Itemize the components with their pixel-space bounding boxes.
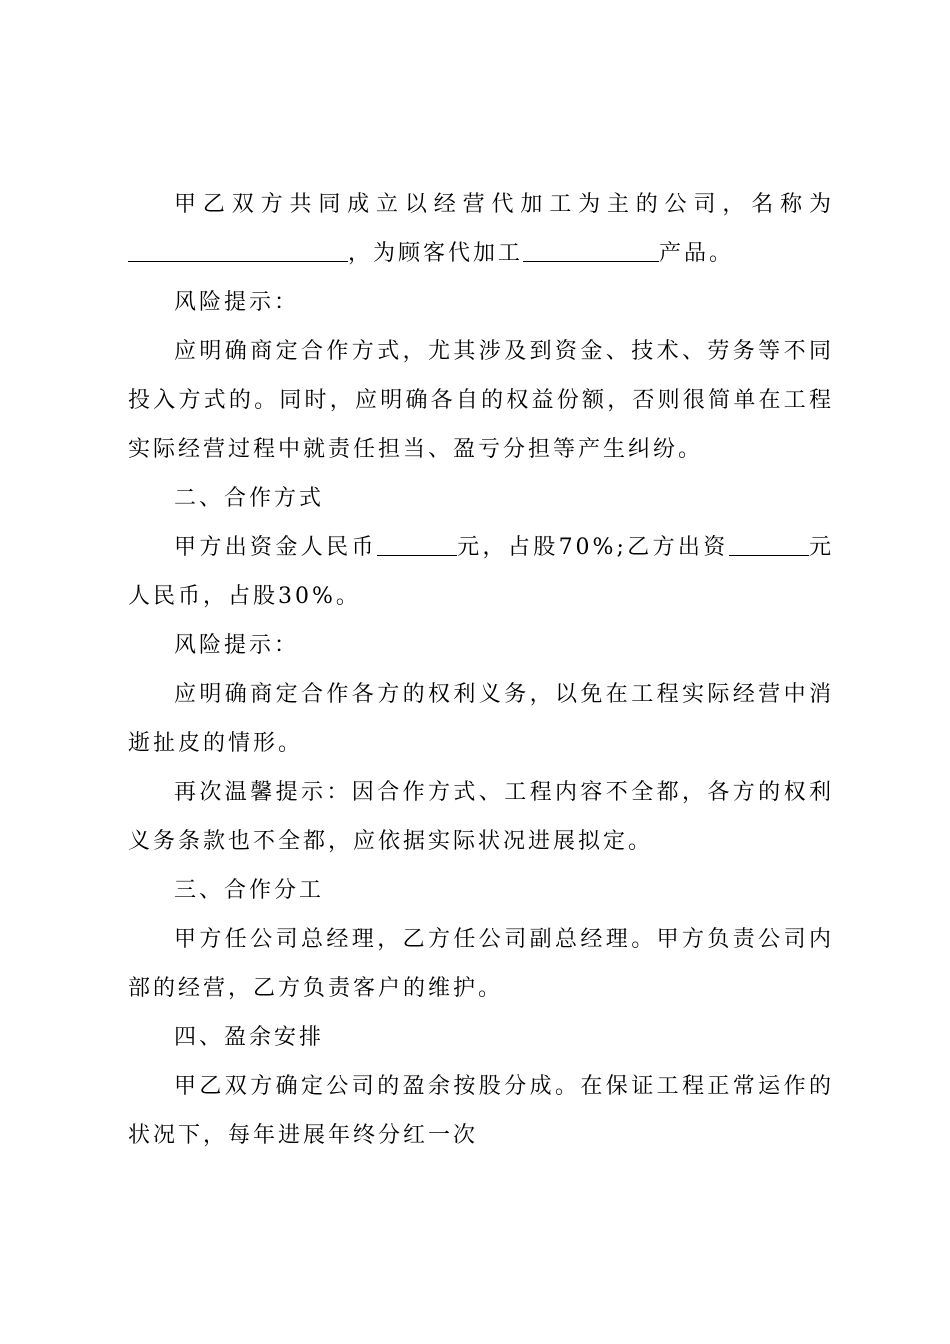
- section-heading-division-of-work: 三、合作分工: [174, 878, 325, 903]
- paragraph-text: 元，占股70%;乙方出资: [456, 535, 729, 560]
- blank-company-name-line-1[interactable]: [128, 239, 268, 262]
- blank-product-name[interactable]: [523, 239, 659, 262]
- paragraph-text: 元人民币，占股30%。: [128, 535, 834, 609]
- section-heading-cooperation-method: 二、合作方式: [174, 486, 325, 511]
- blank-party-b-amount[interactable]: [729, 533, 809, 556]
- paragraph-company-name: [128, 180, 834, 278]
- paragraph-investment: [128, 523, 834, 621]
- risk-notice-heading: 风险提示：: [174, 290, 300, 315]
- paragraph-text: ，为顾客代加工: [348, 241, 524, 266]
- blank-company-name-line-2[interactable]: [268, 239, 348, 262]
- paragraph-reminder: 再次温馨提示：因合作方式、工程内容不全都，各方的权利义务条款也不全都，应依据实际状况进展拟定。: [128, 780, 834, 854]
- paragraph-roles: 甲方任公司总经理，乙方任公司副总经理。甲方负责公司内部的经营，乙方负责客户的维护。: [128, 927, 834, 1001]
- document-body: [128, 180, 834, 1160]
- section-heading-profit-arrangement: 四、盈余安排: [174, 1025, 325, 1050]
- paragraph-rights-obligations: 应明确商定合作各方的权利义务，以免在工程实际经营中消逝扯皮的情形。: [128, 682, 834, 756]
- paragraph-text: 甲乙双方共同成立以经营代加工为主的公司，名称为: [174, 192, 834, 217]
- paragraph-text: 甲方出资金人民币: [174, 535, 377, 560]
- paragraph-risk-cooperation: 应明确商定合作方式，尤其涉及到资金、技术、劳务等不同投入方式的。同时，应明确各自的权益份额，否则很简单在工程实际经营过程中就责任担当、盈亏分担等产生纠纷。: [128, 339, 834, 462]
- paragraph-text: 产品。: [659, 241, 735, 266]
- paragraph-profit-sharing: 甲乙双方确定公司的盈余按股分成。在保证工程正常运作的状况下，每年进展年终分红一次: [128, 1074, 834, 1148]
- risk-notice-heading: 风险提示：: [174, 633, 300, 658]
- blank-party-a-amount[interactable]: [377, 533, 457, 556]
